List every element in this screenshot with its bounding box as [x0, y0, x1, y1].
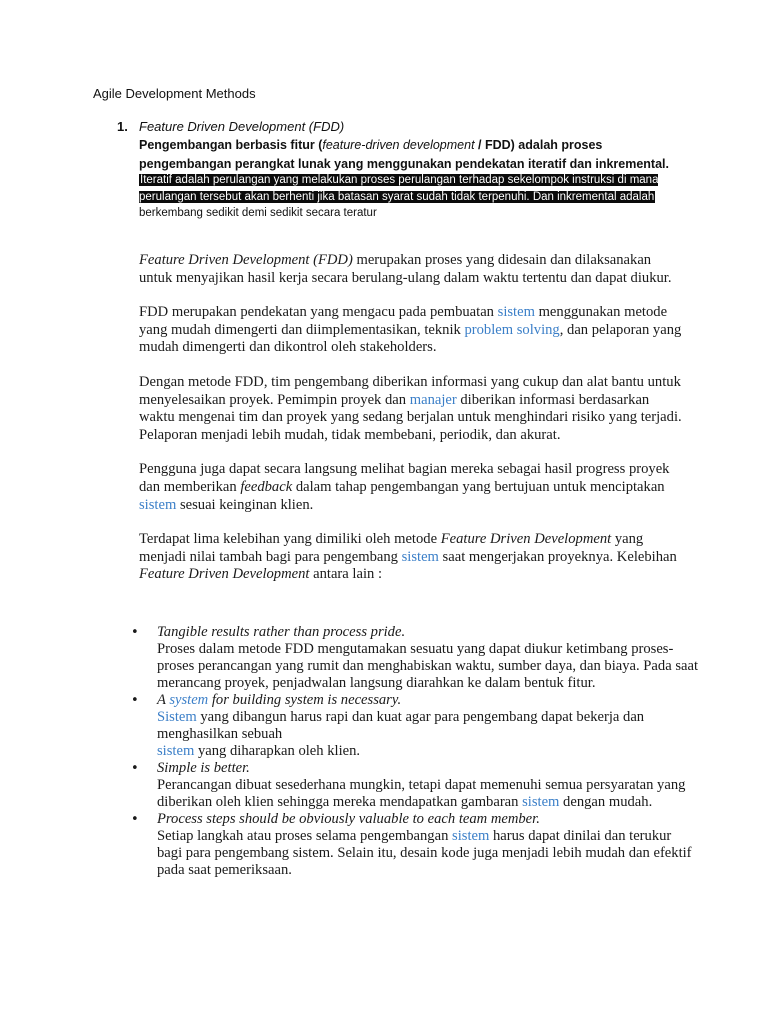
bullet-text — [157, 709, 699, 760]
link-manajer[interactable]: manajer — [409, 391, 457, 408]
link-sistem[interactable]: sistem — [452, 828, 490, 844]
text: yang diharapkan oleh klien. — [194, 743, 361, 759]
text: FDD merupakan pendekatan yang mengacu pada pembuatan — [139, 304, 498, 321]
text: harus dapat dinilai dan terukur bagi para pengembang sistem. Selain itu, desain kode juga menjadi lebih mudah dan efektif pada saat pemeriksaan. — [157, 828, 692, 878]
link-problem-solving[interactable]: problem solving — [464, 321, 560, 338]
link-sistem[interactable]: sistem — [139, 496, 177, 513]
highlighted-definition — [139, 172, 679, 222]
intro-paragraph — [139, 136, 679, 174]
link-sistem[interactable]: sistem — [401, 548, 439, 565]
list-item — [139, 692, 699, 760]
text: A — [157, 692, 170, 708]
intro-italic-term: feature-driven development — [322, 138, 475, 152]
section-title: Feature Driven Development (FDD) — [139, 119, 345, 134]
advantages-list — [139, 624, 699, 879]
bullet-text — [157, 828, 699, 879]
paragraph-5 — [139, 531, 684, 584]
text: menggunakan metode yang mudah dimengerti dan diimplementasikan, teknik — [139, 304, 668, 338]
document-title: Agile Development Methods — [93, 86, 256, 101]
bullet-title: • Tangible results rather than process pride. — [157, 624, 406, 640]
text: antara lain : — [309, 566, 382, 583]
bullet-title — [157, 692, 699, 709]
bullet-title: • Process steps should be obviously valuable to each team member. — [157, 811, 540, 827]
paragraph-4 — [139, 461, 684, 514]
body-text — [139, 252, 684, 601]
text: sesuai keinginan klien. — [176, 496, 314, 513]
text: Pengguna juga dapat secara langsung melihat bagian mereka sebagai hasil progress proyek dan memberikan — [139, 461, 670, 495]
text: merupakan proses yang didesain dan dilaksanakan untuk menyajikan hasil kerja secara berulang-ulang dalam waktu tertentu dan dapat diukur. — [139, 252, 672, 286]
text: diberikan informasi berdasarkan waktu mengenai tim dan proyek yang sedang berjalan untuk menghindari risiko yang terjadi. Pelaporan menjadi lebih mudah, tidak membebani, periodik, dan akurat. — [139, 391, 682, 443]
text: Dengan metode FDD, tim pengembang diberikan informasi yang cukup dan alat bantu untuk menyelesaikan proyek. Pemimpin proyek dan — [139, 373, 681, 408]
link-sistem[interactable]: sistem — [522, 794, 560, 810]
bullet-title: • Simple is better. — [157, 760, 250, 776]
list-item — [139, 811, 699, 879]
highlighted-text: Iteratif adalah perulangan yang melakukan proses perulangan terhadap sekelompok instruksi di mana perulangan tersebut akan berhenti jika batasan syarat sudah tidak terpenuhi. Dan inkremental adalah — [139, 174, 659, 203]
emphasis: feedback — [240, 478, 293, 495]
intro-text-cont: / FDD) adalah proses pengembangan perangkat lunak yang menggunakan pendekatan iteratif dan inkremental. — [139, 138, 669, 171]
paragraph-1 — [139, 252, 684, 287]
text: saat mengerjakan proyeknya. Kelebihan — [438, 548, 677, 565]
definition-plain-text: berkembang sedikit demi sedikit secara teratur — [139, 207, 377, 219]
emphasis: Feature Driven Development — [139, 566, 310, 583]
link-sistem[interactable]: sistem — [157, 743, 195, 759]
text: dengan mudah. — [559, 794, 653, 810]
link-sistem[interactable]: Sistem — [157, 709, 197, 725]
intro-text: Pengembangan berbasis fitur ( — [139, 138, 323, 152]
text: for building system is necessary. — [208, 692, 402, 708]
bullet-text — [157, 777, 699, 811]
text: dalam tahap pengembangan yang bertujuan untuk menciptakan — [292, 478, 665, 495]
link-sistem[interactable]: sistem — [497, 304, 535, 321]
text: Terdapat lima kelebihan yang dimiliki oleh metode — [139, 531, 441, 548]
text: yang dibangun harus rapi dan kuat agar para pengembang dapat bekerja dan menghasilkan sebuah — [157, 709, 645, 742]
text: Perancangan dibuat sesederhana mungkin, tetapi dapat memenuhi semua persyaratan yang diberikan oleh klien sehingga mereka mendapatkan gambaran — [157, 777, 686, 810]
paragraph-2 — [139, 304, 684, 357]
bullet-text: Proses dalam metode FDD mengutamakan sesuatu yang dapat diukur ketimbang proses-proses perancangan yang rumit dan menghabiskan waktu, sumber daya, dan biaya. Pada saat merancang proyek, penjadwalan langsung diarahkan ke dalam bentuk fitur. — [157, 641, 699, 691]
link-system[interactable]: system — [169, 692, 209, 708]
emphasis: Feature Driven Development — [440, 531, 612, 548]
list-item — [139, 760, 699, 811]
section-number: 1. — [117, 119, 128, 134]
paragraph-3 — [139, 374, 684, 444]
emphasis: Feature Driven Development (FDD) — [139, 252, 353, 268]
section-heading — [117, 118, 677, 136]
text: Setiap langkah atau proses selama pengembangan — [157, 828, 453, 844]
text: yang menjadi nilai tambah bagi para pengembang — [139, 531, 644, 565]
text: , dan pelaporan yang mudah dimengerti dan dikontrol oleh stakeholders. — [139, 321, 682, 356]
list-item — [139, 624, 699, 692]
